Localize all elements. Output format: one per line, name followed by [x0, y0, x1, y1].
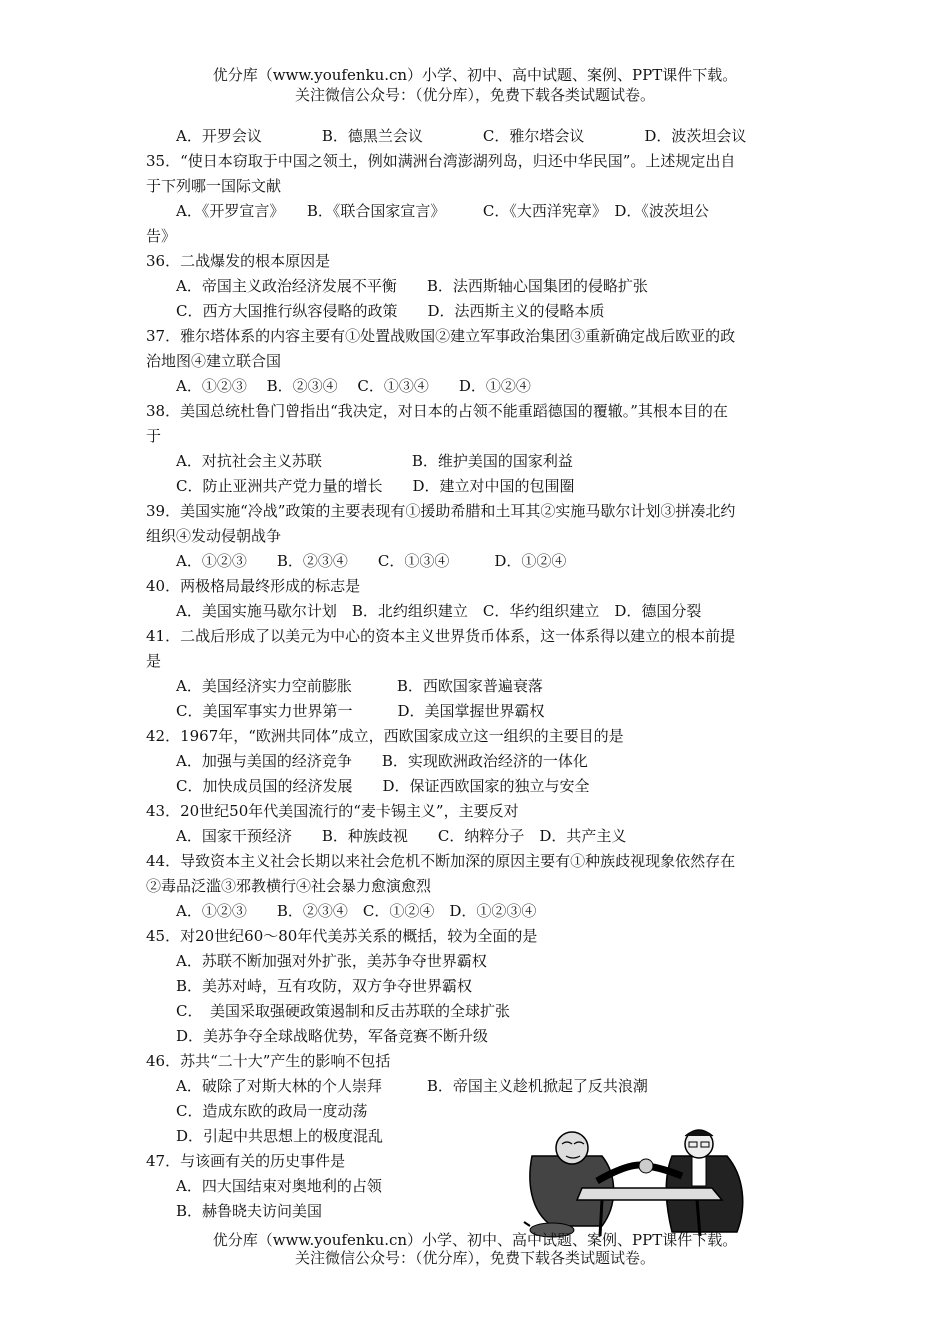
question-line: 35．“使日本窃取于中国之领土，例如满洲台湾澎湖列岛，归还中华民国”。上述规定出自 [146, 152, 736, 170]
question-line: 47．与该画有关的历史事件是 [146, 1152, 346, 1170]
question-line: 于 [146, 427, 162, 445]
option-line: A．苏联不断加强对外扩张，美苏争夺世界霸权 [176, 952, 487, 970]
question-line: 38．美国总统杜鲁门曾指出“我决定，对日本的占领不能重蹈德国的覆辙。”其根本目的在 [146, 402, 728, 420]
question-line: 36．二战爆发的根本原因是 [146, 252, 331, 270]
option-line: C．加快成员国的经济发展 D．保证西欧国家的独立与安全 [176, 777, 590, 795]
option-line: A．四大国结束对奥地利的占领 [176, 1177, 382, 1195]
question-line: 39．美国实施“冷战”政策的主要表现有①援助希腊和土耳其②实施马歇尔计划③拼凑北约 [146, 502, 736, 520]
option-line: D．引起中共思想上的极度混乱 [176, 1127, 384, 1145]
option-line: B．赫鲁晓夫访问美国 [176, 1202, 323, 1220]
footer-line-2: 关注微信公众号：（优分库），免费下载各类试题试卷。 [294, 1249, 655, 1267]
question-line: 40．两极格局最终形成的标志是 [146, 577, 361, 595]
question-line: 45．对20世纪60～80年代美苏关系的概括，较为全面的是 [146, 927, 538, 945]
option-line: A．国家干预经济 B．种族歧视 C．纳粹分子 D．共产主义 [176, 827, 627, 845]
option-line: C．美国军事实力世界第一 D．美国掌握世界霸权 [176, 702, 545, 720]
option-line: A．美国经济实力空前膨胀 B．西欧国家普遍衰落 [176, 677, 543, 695]
arm-wrestling-cartoon-image [522, 1126, 758, 1238]
header-line-1: 优分库（www.youfenku.cn）小学、初中、高中试题、案例、PPT课件下载。 [212, 66, 738, 84]
option-line: A．①②③ B．②③④ C．①②④ D．①②③④ [176, 902, 537, 920]
option-line: A．对抗社会主义苏联 B．维护美国的国家利益 [176, 452, 573, 470]
question-line: 于下列哪一国际文献 [146, 177, 282, 195]
option-line: A．①②③ B．②③④ C．①③④ D．①②④ [176, 552, 567, 570]
question-line: 37．雅尔塔体系的内容主要有①处置战败国②建立军事政治集团③重新确定战后欧亚的政 [146, 327, 736, 345]
option-line: A．开罗会议 B．德黑兰会议 C．雅尔塔会议 D．波茨坦会议 [176, 127, 747, 145]
question-line: ②毒品泛滥③邪教横行④社会暴力愈演愈烈 [146, 877, 432, 895]
option-line: A．①②③ B．②③④ C．①③④ D．①②④ [176, 377, 531, 395]
option-line: C．防止亚洲共产党力量的增长 D．建立对中国的包围圈 [176, 477, 575, 495]
question-line: 组织④发动侵朝战争 [146, 527, 282, 545]
question-line: 告》 [146, 227, 177, 245]
question-line: 41．二战后形成了以美元为中心的资本主义世界货币体系，这一体系得以建立的根本前提 [146, 627, 736, 645]
footer-line-1: 优分库（www.youfenku.cn）小学、初中、高中试题、案例、PPT课件下载。 [212, 1231, 738, 1249]
option-line: A．《开罗宣言》 B．《联合国家宣言》 C．《大西洋宪章》 D．《波茨坦公 [176, 202, 709, 220]
header-line-2: 关注微信公众号：（优分库），免费下载各类试题试卷。 [294, 86, 655, 104]
option-line: A．破除了对斯大林的个人崇拜 B．帝国主义趁机掀起了反共浪潮 [176, 1077, 648, 1095]
question-line: 治地图④建立联合国 [146, 352, 282, 370]
option-line: C． 美国采取强硬政策遏制和反击苏联的全球扩张 [176, 1002, 510, 1020]
option-line: A．美国实施马歇尔计划 B．北约组织建立 C．华约组织建立 D．德国分裂 [176, 602, 702, 620]
option-line: C．西方大国推行纵容侵略的政策 D．法西斯主义的侵略本质 [176, 302, 605, 320]
option-line: A．加强与美国的经济竞争 B．实现欧洲政治经济的一体化 [176, 752, 588, 770]
option-line: A．帝国主义政治经济发展不平衡 B．法西斯轴心国集团的侵略扩张 [176, 277, 648, 295]
question-line: 43．20世纪50年代美国流行的“麦卡锡主义”，主要反对 [146, 802, 519, 820]
option-line: D．美苏争夺全球战略优势，军备竞赛不断升级 [176, 1027, 489, 1045]
question-line: 44．导致资本主义社会长期以来社会危机不断加深的原因主要有①种族歧视现象依然存在 [146, 852, 736, 870]
option-line: C．造成东欧的政局一度动荡 [176, 1102, 368, 1120]
option-line: B．美苏对峙，互有攻防，双方争夺世界霸权 [176, 977, 473, 995]
question-line: 是 [146, 652, 162, 670]
question-line: 46．苏共“二十大”产生的影响不包括 [146, 1052, 391, 1070]
question-line: 42．1967年，“欧洲共同体”成立，西欧国家成立这一组织的主要目的是 [146, 727, 624, 745]
